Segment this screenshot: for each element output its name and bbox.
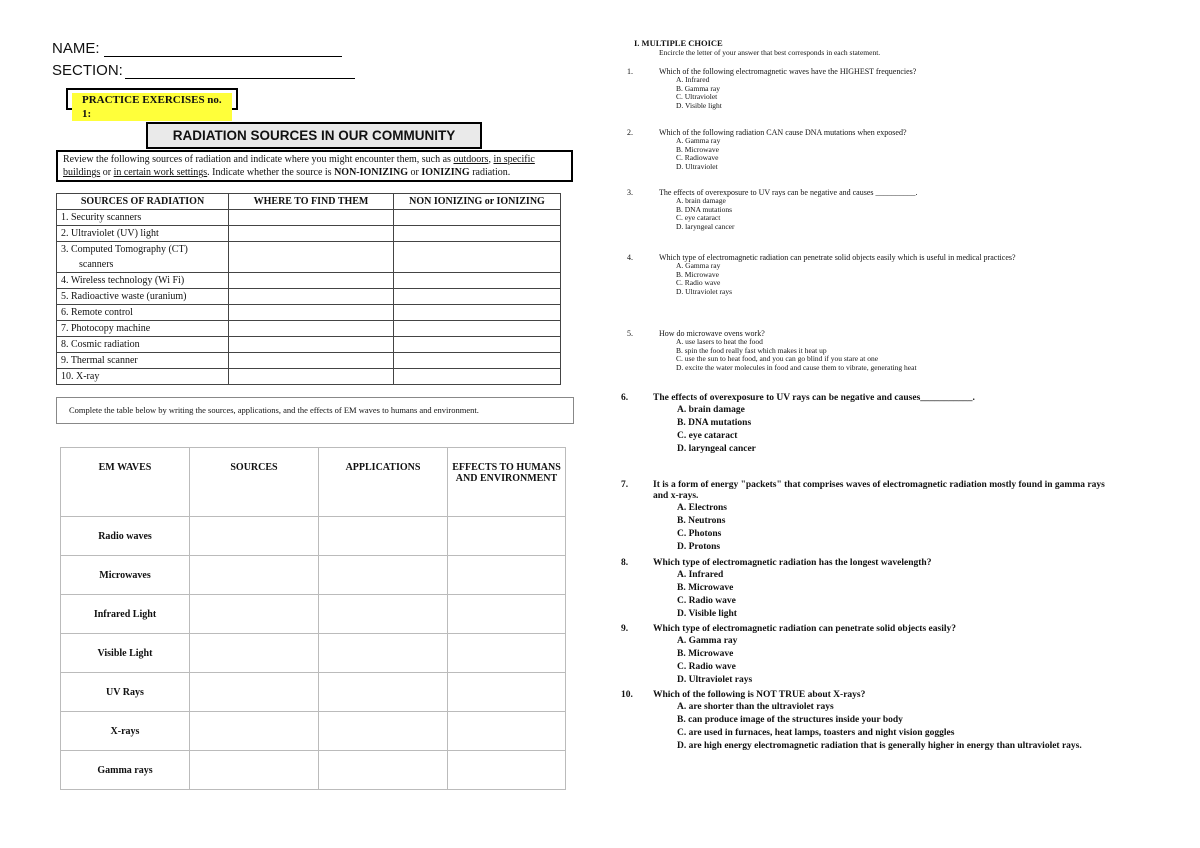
table-row	[57, 337, 561, 353]
source-cell: 10. X-ray	[57, 369, 229, 385]
answer-cell[interactable]	[229, 210, 394, 226]
column-header: APPLICATIONS	[319, 448, 448, 517]
answer-option[interactable]: C. Photons	[677, 529, 722, 539]
answer-option[interactable]: A. are shorter than the ultraviolet rays	[677, 702, 834, 712]
option-list	[677, 569, 1112, 621]
answer-cell[interactable]	[394, 289, 561, 305]
source-cell: 3. Computed Tomography (CT) scanners	[57, 242, 229, 273]
question-text: The effects of overexposure to UV rays can be negative and causes___________.	[653, 393, 975, 403]
question-text: Which type of electromagnetic radiation has the longest wavelength?	[653, 558, 932, 568]
answer-option[interactable]: B. DNA mutations	[677, 418, 752, 428]
question-text: How do microwave ovens work?	[659, 329, 765, 338]
question-3	[627, 188, 1121, 231]
answer-option[interactable]: A. Electrons	[677, 503, 727, 513]
answer-cell[interactable]	[229, 273, 394, 289]
answer-cell[interactable]	[394, 337, 561, 353]
answer-option[interactable]: D. Ultraviolet rays	[677, 675, 753, 685]
answer-cell[interactable]	[394, 369, 561, 385]
answer-option[interactable]: D. excite the water molecules in food and cause them to vibrate, generating heat	[676, 362, 917, 372]
answer-option[interactable]: A. Infrared	[676, 75, 710, 84]
answer-option[interactable]: C. Radio wave	[677, 596, 736, 606]
answer-option[interactable]: D. Ultraviolet	[676, 161, 718, 171]
question-6	[621, 393, 1112, 456]
answer-cell[interactable]	[229, 289, 394, 305]
sources-table	[56, 193, 561, 385]
question-number: 7.	[621, 480, 629, 490]
question-5	[627, 329, 1121, 372]
source-cell: 1. Security scanners	[57, 210, 229, 226]
table-row	[61, 712, 566, 751]
answer-option[interactable]: D. Visible light	[677, 609, 737, 619]
instr-underline: in specific buildings	[63, 154, 535, 178]
instr-text: radiation.	[469, 167, 511, 178]
answer-option[interactable]: C. eye cataract	[677, 431, 738, 441]
answer-option[interactable]: C. Radio wave	[677, 662, 736, 672]
table-row	[61, 634, 566, 673]
answer-cell[interactable]	[229, 242, 394, 273]
question-text: It is a form of energy "packets" that comprises waves of electromagnetic radiation mostly found in gamma rays and x-rays.	[653, 480, 1105, 501]
question-2	[627, 128, 1121, 171]
answer-cell[interactable]	[448, 556, 566, 595]
answer-cell[interactable]	[394, 210, 561, 226]
instr-underline: outdoors	[453, 154, 489, 165]
question-number: 3.	[627, 188, 633, 197]
table-row	[57, 353, 561, 369]
answer-option[interactable]: B. spin the food really fast which makes it heat up	[676, 345, 827, 355]
answer-cell[interactable]	[394, 273, 561, 289]
instr-bold: NON-IONIZING	[334, 167, 408, 178]
column-header: SOURCES	[190, 448, 319, 517]
mc-subheading: Encircle the letter of your answer that best corresponds in each statement.	[659, 48, 881, 57]
question-text: Which of the following is NOT TRUE about X-rays?	[653, 690, 866, 700]
column-header: NON IONIZING or IONIZING	[394, 194, 561, 210]
answer-cell[interactable]	[190, 712, 319, 751]
answer-cell[interactable]	[394, 305, 561, 321]
answer-option[interactable]: A. brain damage	[676, 196, 726, 205]
answer-cell[interactable]	[229, 321, 394, 337]
question-7	[621, 480, 1112, 554]
answer-option[interactable]: B. Microwave	[676, 269, 719, 279]
question-number: 1.	[627, 67, 633, 76]
answer-cell[interactable]	[448, 673, 566, 712]
table-row	[61, 556, 566, 595]
question-stem	[621, 624, 1112, 635]
source-cell: 6. Remote control	[57, 305, 229, 321]
question-number: 4.	[627, 253, 633, 262]
answer-cell[interactable]	[229, 226, 394, 242]
option-list	[677, 701, 1112, 753]
answer-option[interactable]: A. use lasers to heat the food	[676, 337, 763, 346]
answer-cell[interactable]	[319, 673, 448, 712]
question-text: Which type of electromagnetic radiation can penetrate solid objects easily which is useful in medical practices?	[659, 253, 1016, 262]
question-9	[621, 624, 1112, 687]
section-label: SECTION:	[52, 62, 123, 79]
question-8	[621, 558, 1112, 621]
em-wave-cell: X-rays	[61, 712, 190, 751]
answer-option[interactable]: B. DNA mutations	[676, 204, 733, 214]
em-table	[60, 447, 566, 790]
source-cell: 2. Ultraviolet (UV) light	[57, 226, 229, 242]
option-list	[677, 404, 1112, 456]
source-cell: 9. Thermal scanner	[57, 353, 229, 369]
question-number: 8.	[621, 558, 629, 568]
answer-cell[interactable]	[448, 634, 566, 673]
answer-cell[interactable]	[190, 517, 319, 556]
question-stem	[621, 393, 1112, 404]
answer-cell[interactable]	[190, 595, 319, 634]
answer-cell[interactable]	[229, 305, 394, 321]
question-stem	[621, 690, 1112, 701]
option-list	[676, 262, 1121, 296]
answer-option[interactable]: D. Visible light	[676, 100, 722, 110]
table-row	[57, 305, 561, 321]
name-field[interactable]	[104, 41, 342, 57]
em-wave-cell: Infrared Light	[61, 595, 190, 634]
table-row	[61, 751, 566, 790]
worksheet-title: RADIATION SOURCES IN OUR COMMUNITY	[146, 122, 482, 149]
source-cell: 8. Cosmic radiation	[57, 337, 229, 353]
answer-option[interactable]: D. Ultraviolet rays	[676, 286, 733, 296]
practice-box	[66, 88, 238, 120]
table-row	[57, 226, 561, 242]
answer-option[interactable]: C. eye cataract	[676, 213, 721, 222]
em-wave-cell: Gamma rays	[61, 751, 190, 790]
option-list	[676, 197, 1121, 231]
answer-cell[interactable]	[394, 226, 561, 242]
name-row	[52, 40, 342, 57]
answer-cell[interactable]	[229, 337, 394, 353]
answer-option[interactable]: D. laryngeal cancer	[676, 221, 735, 231]
instructions	[56, 150, 573, 182]
option-list	[676, 76, 1121, 110]
practice-label: PRACTICE EXERCISES no. 1:	[72, 93, 232, 121]
table-row	[61, 595, 566, 634]
em-wave-cell: Radio waves	[61, 517, 190, 556]
column-header: WHERE TO FIND THEM	[229, 194, 394, 210]
answer-cell[interactable]	[190, 673, 319, 712]
table-row	[57, 321, 561, 337]
answer-cell[interactable]	[319, 634, 448, 673]
instr-text: or	[100, 167, 114, 178]
em-wave-cell: UV Rays	[61, 673, 190, 712]
section-field[interactable]	[125, 63, 355, 79]
option-list	[677, 635, 1112, 687]
answer-cell[interactable]	[319, 517, 448, 556]
answer-option[interactable]: C. Radio wave	[676, 278, 721, 287]
answer-cell[interactable]	[190, 556, 319, 595]
answer-cell[interactable]	[448, 517, 566, 556]
answer-cell[interactable]	[394, 242, 561, 273]
option-list	[676, 137, 1121, 171]
table-row	[57, 273, 561, 289]
table-row	[61, 517, 566, 556]
answer-cell[interactable]	[319, 595, 448, 634]
instr-underline: in certain work settings	[113, 167, 208, 178]
question-stem	[621, 480, 1112, 502]
em-wave-cell: Visible Light	[61, 634, 190, 673]
answer-option[interactable]: D. are high energy electromagnetic radiation that is generally higher in energy than ultraviolet rays.	[677, 741, 1082, 751]
question-stem	[621, 558, 1112, 569]
instr-bold: IONIZING	[421, 167, 470, 178]
answer-cell[interactable]	[394, 321, 561, 337]
answer-cell[interactable]	[319, 556, 448, 595]
answer-option[interactable]: C. Radiowave	[676, 153, 719, 162]
mc-heading: I. MULTIPLE CHOICE	[634, 38, 723, 48]
table-row	[57, 242, 561, 273]
source-cell: 5. Radioactive waste (uranium)	[57, 289, 229, 305]
column-header: SOURCES OF RADIATION	[57, 194, 229, 210]
answer-option[interactable]: B. Neutrons	[677, 516, 726, 526]
answer-cell[interactable]	[229, 353, 394, 369]
answer-option[interactable]: A. brain damage	[677, 405, 745, 415]
answer-option[interactable]: B. Microwave	[677, 649, 734, 659]
instr-text: . Indicate whether the source is	[207, 167, 335, 178]
answer-option[interactable]: B. Gamma ray	[676, 83, 720, 93]
table-header-row	[61, 448, 566, 517]
em-instructions: Complete the table below by writing the sources, applications, and the effects of EM waves to humans and environment.	[56, 397, 574, 424]
question-text: Which type of electromagnetic radiation can penetrate solid objects easily?	[653, 624, 956, 634]
answer-option[interactable]: B. Microwave	[676, 144, 719, 154]
em-wave-cell: Microwaves	[61, 556, 190, 595]
answer-option[interactable]: D. laryngeal cancer	[677, 444, 756, 454]
answer-option[interactable]: D. Protons	[677, 542, 721, 552]
answer-cell[interactable]	[448, 595, 566, 634]
answer-option[interactable]: B. can produce image of the structures inside your body	[677, 715, 903, 725]
table-row	[61, 673, 566, 712]
answer-cell[interactable]	[319, 751, 448, 790]
table-header-row	[57, 194, 561, 210]
question-number: 10.	[621, 690, 633, 700]
answer-cell[interactable]	[448, 751, 566, 790]
question-4	[627, 253, 1121, 296]
question-text: Which of the following electromagnetic waves have the HIGHEST frequencies?	[659, 67, 917, 76]
column-header: EFFECTS TO HUMANS AND ENVIRONMENT	[448, 448, 566, 517]
answer-option[interactable]: C. use the sun to heat food, and you can go blind if you stare at one	[676, 354, 879, 363]
answer-option[interactable]: A. Gamma ray	[677, 636, 738, 646]
question-text: Which of the following radiation CAN cause DNA mutations when exposed?	[659, 128, 907, 137]
table-row	[57, 369, 561, 385]
table-row	[57, 289, 561, 305]
answer-cell[interactable]	[448, 712, 566, 751]
answer-cell[interactable]	[190, 634, 319, 673]
table-row	[57, 210, 561, 226]
column-header: EM WAVES	[61, 448, 190, 517]
question-number: 9.	[621, 624, 629, 634]
answer-cell[interactable]	[190, 751, 319, 790]
answer-option[interactable]: C. are used in furnaces, heat lamps, toasters and night vision goggles	[677, 728, 955, 738]
option-list	[676, 338, 1121, 372]
section-row	[52, 62, 355, 79]
source-cell: 4. Wireless technology (Wi Fi)	[57, 273, 229, 289]
instr-text: ,	[488, 154, 494, 165]
answer-option[interactable]: B. Microwave	[677, 583, 734, 593]
question-10	[621, 690, 1112, 753]
question-text: The effects of overexposure to UV rays can be negative and causes __________.	[659, 188, 918, 197]
instr-text: Review the following sources of radiation and indicate where you might encounter them, such as	[63, 154, 454, 165]
answer-option[interactable]: A. Gamma ray	[676, 136, 721, 145]
answer-option[interactable]: A. Gamma ray	[676, 261, 721, 270]
answer-option[interactable]: A. Infrared	[677, 570, 724, 580]
option-list	[677, 502, 1112, 554]
question-1	[627, 67, 1121, 110]
instr-text: or	[407, 167, 422, 178]
question-number: 5.	[627, 329, 633, 338]
answer-cell[interactable]	[229, 369, 394, 385]
source-cell: 7. Photocopy machine	[57, 321, 229, 337]
answer-cell[interactable]	[394, 353, 561, 369]
question-number: 2.	[627, 128, 633, 137]
answer-option[interactable]: C. Ultraviolet	[676, 92, 718, 101]
question-number: 6.	[621, 393, 629, 403]
name-label: NAME:	[52, 40, 100, 57]
answer-cell[interactable]	[319, 712, 448, 751]
